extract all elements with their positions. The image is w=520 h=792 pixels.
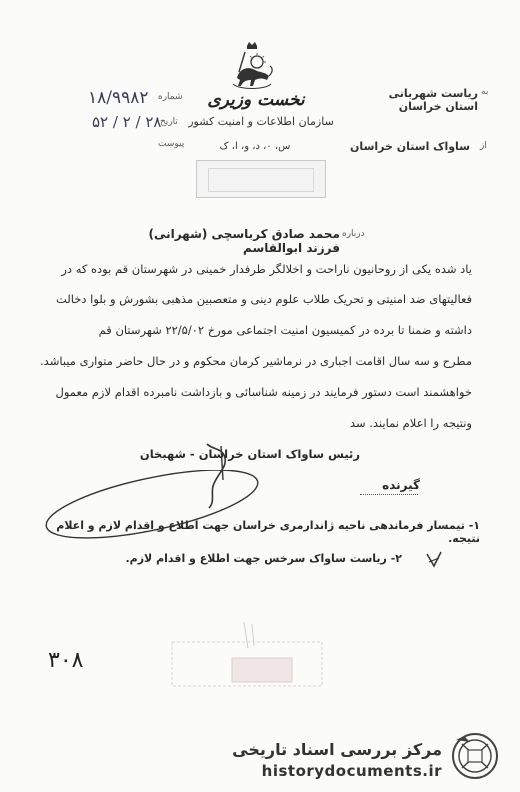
to-marker: به (481, 87, 489, 97)
letter-number: ۱۸/۹۹۸۲ (88, 88, 149, 108)
body-line: ونتیجه را اعلام نمایند. سد (349, 416, 472, 430)
handwritten-oval-mark (40, 470, 270, 540)
subject-value: محمد صادق کرباسچی (شهرانی) فرزند ابوالقاسم (148, 227, 340, 255)
from-marker: از (480, 141, 487, 151)
body-line: خواهشمند است دستور فرمایند در زمینه شناسائی و بازداشت نامبرده اقدام لازم معمول (55, 385, 472, 399)
faded-stamp (168, 620, 328, 690)
reference-code: س، ۰، د، و، ا، ک (219, 141, 291, 152)
recipients-underline (360, 494, 418, 496)
attachment-label: پیوست (158, 139, 185, 149)
body-line: فعالیتهای ضد امنیتی و تحریک طلاب علوم دینی و متعصبین مذهبی بشورش و بلوا دخالت (55, 292, 472, 306)
from-sender: ساواک استان خراسان (350, 140, 470, 153)
body-line: مطرح و سه سال اقامت اجباری در نرماشیر کرمان محکوم و در حال حاضر متواری میباشد. (40, 354, 472, 368)
to-recipient: ریاست شهربانی استان خراسان (388, 87, 478, 113)
body-line: داشته و ضمنا تا برده در کمیسیون امنیت اجتماعی مورخ ۲۲/۵/۰۲ شهرستان قم (98, 323, 472, 337)
ministry-title: نخست وزیری (207, 90, 305, 110)
organization-title: سازمان اطلاعات و امنیت کشور (188, 115, 334, 128)
watermark-url: historydocuments.ir (261, 762, 442, 780)
recipients-title: گیرنده (382, 478, 420, 492)
body-line: یاد شده یکی از روحانیون ناراحت و اخلالگر طرفدار خمینی در شهرستان قم بوده که در (61, 262, 472, 276)
handwritten-check-mark (424, 550, 444, 570)
letter-date-label: تاریخ (160, 117, 178, 127)
stamp-box-inner (208, 168, 314, 192)
lion-and-sun-emblem-icon (225, 40, 279, 90)
recipient-line: ۲- ریاست ساواک سرخس جهت اطلاع و اقدام لازم. (125, 552, 402, 565)
margin-number: ۳۰۸ (48, 648, 84, 673)
signature-title: رئیس ساواک استان خراسان - شهبخان (139, 447, 360, 461)
recipient-line: ۱- تیمسار فرماندهی ناحیه ژاندارمری خراسان جهت اطلاع و اقدام لازم و اعلام نتیجه. (56, 519, 480, 545)
letter-date: ۵۲ / ۲ / ۲۸ (92, 113, 162, 131)
watermark-org-name: مرکز بررسی اسناد تاریخی (232, 740, 442, 759)
letter-number-label: شماره (158, 92, 183, 102)
history-documents-logo-icon (450, 730, 500, 782)
subject-label: درباره (342, 229, 365, 239)
